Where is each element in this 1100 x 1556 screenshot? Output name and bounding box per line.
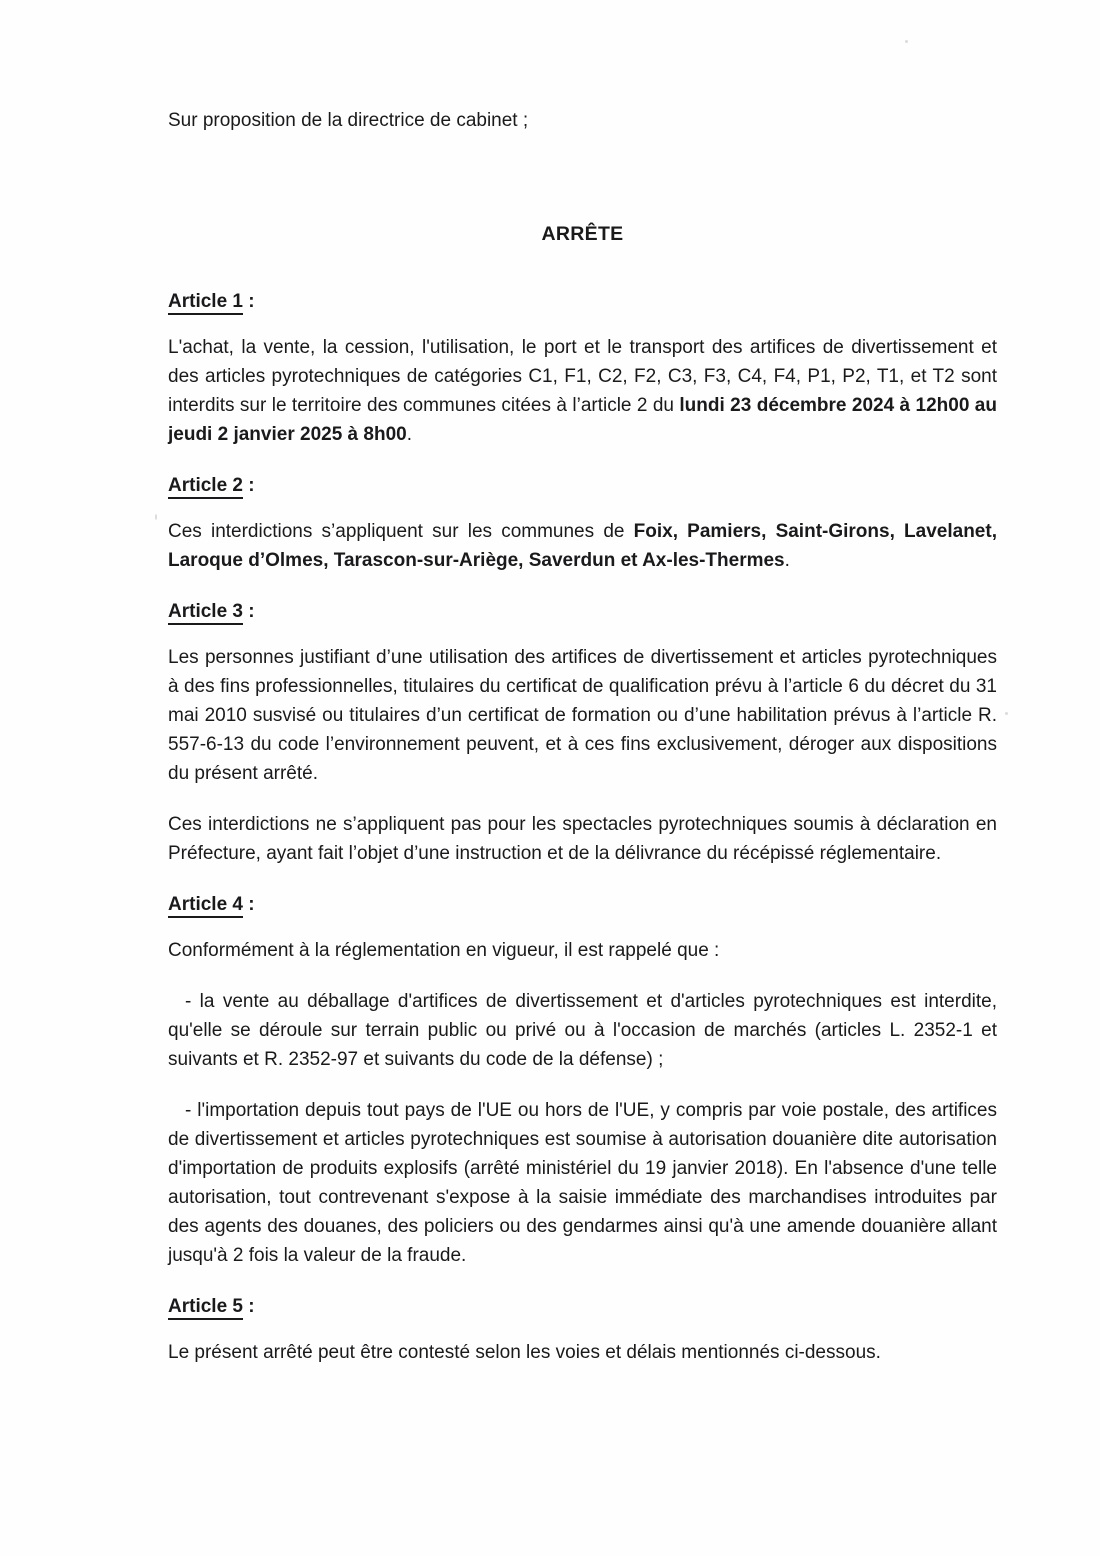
scan-speck <box>905 40 908 43</box>
article-2-heading-colon: : <box>242 475 255 496</box>
article-1-section <box>168 287 997 449</box>
article-4-heading-colon: : <box>242 894 255 915</box>
article-5-section <box>168 1292 997 1367</box>
article-2-heading-label: Article 2 <box>168 475 243 499</box>
article-4-paragraph-1: Conformément à la réglementation en vigueur, il est rappelé que : <box>168 940 720 961</box>
scan-speck <box>1005 712 1008 715</box>
article-5-heading-label: Article 5 <box>168 1296 243 1320</box>
article-2-heading <box>168 471 997 500</box>
article-4-bullet-2: - l'importation depuis tout pays de l'UE ou hors de l'UE, y compris par voie postale, des artifices de divertissement et articles pyrotechniques est soumise à autorisation douanière dite autorisation d'importation de produits explosifs (arrêté ministériel du 19 janvier 2018). En l'absence d'une telle autorisation, tout contrevenant s'expose à la saisie immédiate des marchandises introduites par des agents des douanes, des policiers ou des gendarmes ainsi qu'à une amende douanière allant jusqu'à 2 fois la valeur de la fraude. <box>168 1100 997 1266</box>
article-3-paragraph-2: Ces interdictions ne s’appliquent pas pour les spectacles pyrotechniques soumis à déclaration en Préfecture, ayant fait l’objet d’une instruction et de la délivrance du récépissé réglementaire. <box>168 814 997 864</box>
article-3-heading <box>168 597 997 626</box>
article-4-section <box>168 890 997 1270</box>
article-1-heading-colon: : <box>242 291 255 312</box>
article-5-paragraph-1: Le présent arrêté peut être contesté selon les voies et délais mentionnés ci-dessous. <box>168 1342 881 1363</box>
article-3-paragraph-1: Les personnes justifiant d’une utilisation des artifices de divertissement et articles pyrotechniques à des fins professionnelles, titulaires du certificat de qualification prévu à l’article 6 du décret du 31 mai 2010 susvisé ou titulaires d’un certificat de formation ou d’une habilitation prévus à l’article R. 557-6-13 du code l’environnement peuvent, et à ces fins exclusivement, déroger aux dispositions du présent arrêté. <box>168 647 997 784</box>
article-1-heading <box>168 287 997 316</box>
article-5-heading-colon: : <box>242 1296 255 1317</box>
article-2-paragraph-1: Ces interdictions s’appliquent sur les communes de Foix, Pamiers, Saint-Girons, Lavelanet, Laroque d’Olmes, Tarascon-sur-Ariège, Saverdun et Ax-les-Thermes. <box>168 521 997 571</box>
scan-speck <box>155 514 157 520</box>
article-4-heading <box>168 890 997 919</box>
intro-line: Sur proposition de la directrice de cabinet ; <box>168 110 529 131</box>
article-3-heading-label: Article 3 <box>168 601 243 625</box>
decree-title: ARRÊTE <box>541 223 624 245</box>
article-3-heading-colon: : <box>242 601 255 622</box>
article-2-section <box>168 471 997 575</box>
article-3-section <box>168 597 997 868</box>
article-4-heading-label: Article 4 <box>168 894 243 918</box>
article-1-heading-label: Article 1 <box>168 291 243 315</box>
article-1-paragraph-1: L'achat, la vente, la cession, l'utilisation, le port et le transport des artifices de divertissement et des articles pyrotechniques de catégories C1, F1, C2, F2, C3, F3, C4, F4, P1, P2, T1, et T2 sont interdits sur le territoire des communes citées à l’article 2 du lundi 23 décembre 2024 à 12h00 au jeudi 2 janvier 2025 à 8h00. <box>168 337 997 445</box>
article-4-bullet-1: - la vente au déballage d'artifices de divertissement et d'articles pyrotechniques est interdite, qu'elle se déroule sur terrain public ou privé ou à l'occasion de marchés (articles L. 2352-1 et suivants et R. 2352-97 et suivants du code de la défense) ; <box>168 991 997 1070</box>
article-5-heading <box>168 1292 997 1321</box>
